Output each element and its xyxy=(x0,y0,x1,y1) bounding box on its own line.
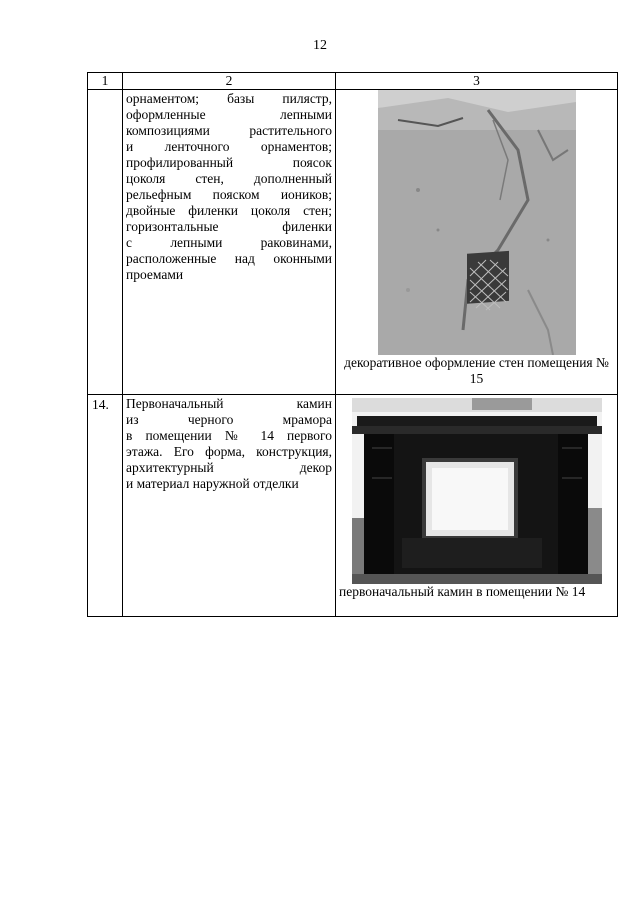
desc-line: оформленные лепными xyxy=(126,107,332,122)
row-number: 14. xyxy=(88,395,123,617)
desc-line: рельефным пояском иоников; xyxy=(126,187,332,202)
image-caption: декоративное оформление стен помещения № 15 xyxy=(344,355,609,386)
header-col-1: 1 xyxy=(88,73,123,90)
row-image-cell xyxy=(336,395,618,617)
image-caption: первоначальный камин в помещении № 14 xyxy=(339,584,586,599)
document-table xyxy=(87,72,618,617)
header-col-2: 2 xyxy=(123,73,336,90)
row-image-cell xyxy=(336,90,618,395)
desc-line: из черного мрамора xyxy=(126,412,332,427)
desc-line: цоколя стен, дополненный xyxy=(126,171,332,186)
row-description xyxy=(123,90,336,395)
row-description xyxy=(123,395,336,617)
table-row xyxy=(88,90,618,395)
wall-decoration-photo xyxy=(378,90,576,355)
page-number: 12 xyxy=(313,38,327,53)
table-header-row xyxy=(88,73,618,90)
desc-line: двойные филенки цоколя стен; xyxy=(126,203,332,218)
desc-line: в помещении № 14 первого xyxy=(126,428,332,443)
desc-line: проемами xyxy=(126,267,184,282)
desc-line: этажа. Его форма, конструкция, xyxy=(126,444,332,459)
row-number xyxy=(88,90,123,395)
desc-line: горизонтальные филенки xyxy=(126,219,332,234)
desc-line: орнаментом; базы пилястр, xyxy=(126,91,332,106)
desc-line: с лепными раковинами, xyxy=(126,235,332,250)
desc-line: и ленточного орнаментов; xyxy=(126,139,332,154)
desc-line: Первоначальный камин xyxy=(126,396,332,411)
fireplace-photo xyxy=(352,398,602,584)
desc-line: архитектурный декор xyxy=(126,460,332,475)
table-row xyxy=(88,395,618,617)
desc-line: профилированный поясок xyxy=(126,155,332,170)
desc-line: и материал наружной отделки xyxy=(126,476,299,491)
desc-line: композициями растительного xyxy=(126,123,332,138)
header-col-3: 3 xyxy=(336,73,618,90)
desc-line: расположенные над оконными xyxy=(126,251,332,266)
